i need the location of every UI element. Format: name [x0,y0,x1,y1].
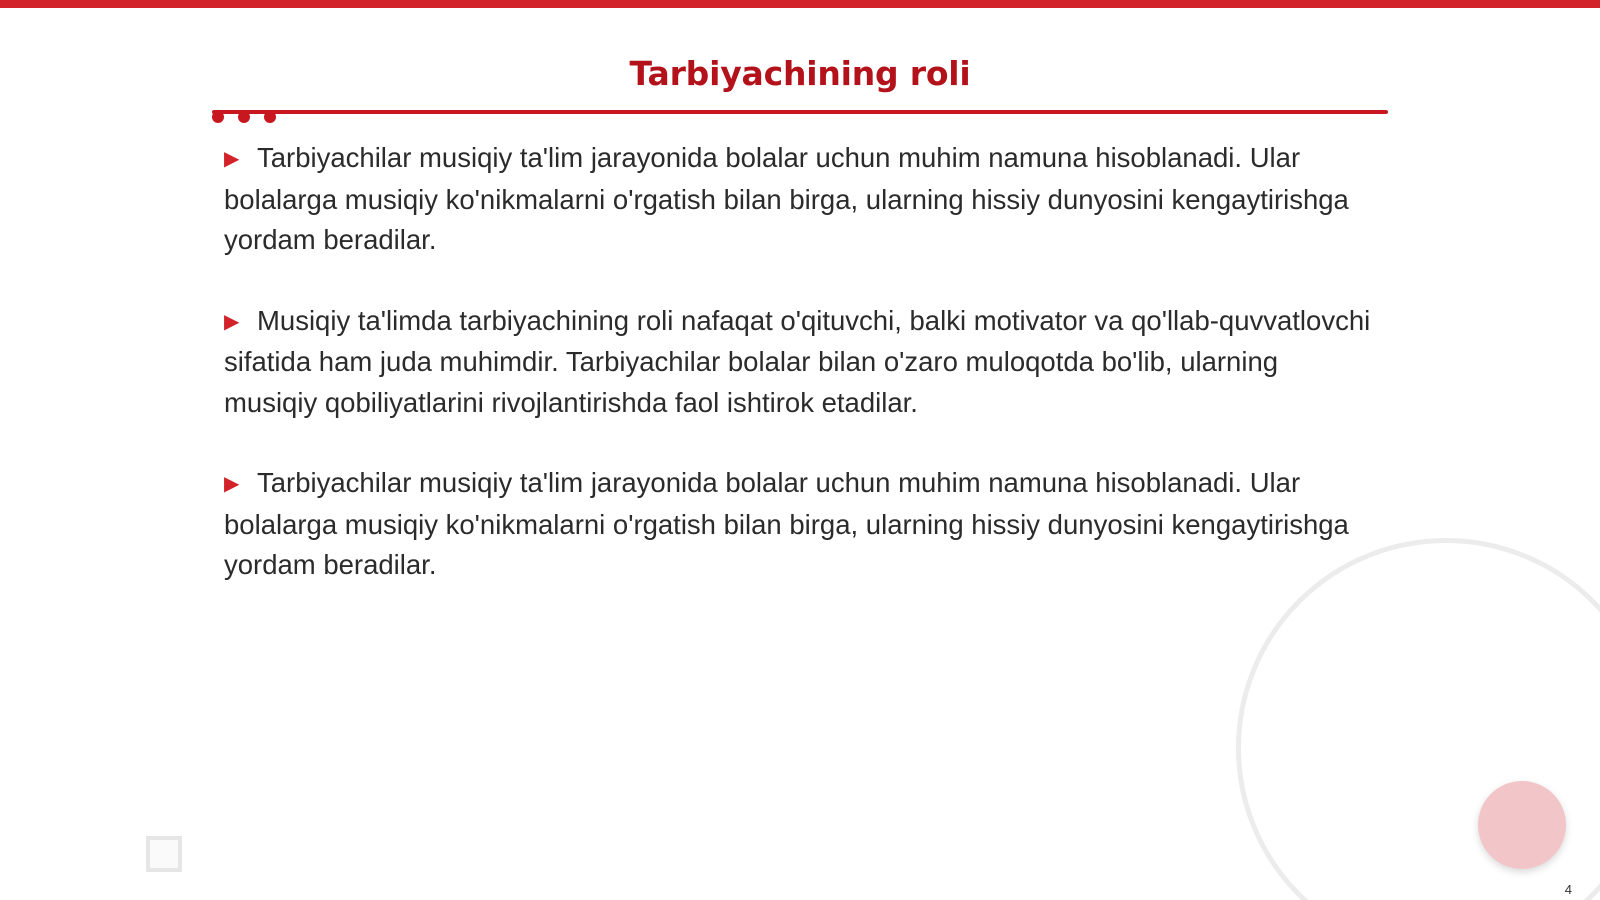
page-number: 4 [1564,882,1572,897]
decorative-dot [264,111,276,123]
decorative-circle [1478,781,1566,869]
top-accent-bar [0,0,1600,8]
triangle-right-icon: ▶ [224,310,240,333]
paragraph-text: Musiqiy ta'limda tarbiyachining roli nafaqat o'qituvchi, balki motivator va qo'llab-quvvatlovchi sifatida ham juda muhimdir. Tarbiyachilar bolalar bilan o'zaro muloqotda bo'lib, ularning musiqiy qobiliyatlarini rivojlantirishda faol ishtirok etadilar. [224,304,1371,418]
bullet-paragraph [224,138,1374,261]
bullet-paragraph [224,301,1374,424]
bullet-paragraph [224,463,1374,586]
paragraph-text: Tarbiyachilar musiqiy ta'lim jarayonida bolalar uchun muhim namuna hisoblanadi. Ular bolalarga musiqiy ko'nikmalarni o'rgatish bilan birga, ularning hissiy dunyosini kengaytirishga yordam beradilar. [224,467,1349,580]
slide-title: Tarbiyachining roli [629,54,971,93]
decorative-dot [238,111,250,123]
decorative-square [146,836,182,872]
decorative-dot [212,111,224,123]
title-underline [212,110,1388,114]
triangle-right-icon: ▶ [224,148,240,170]
triangle-right-icon: ▶ [224,473,240,495]
paragraph-text: Tarbiyachilar musiqiy ta'lim jarayonida bolalar uchun muhim namuna hisoblanadi. Ular bolalarga musiqiy ko'nikmalarni o'rgatish bilan birga, ularning hissiy dunyosini kengaytirishga yordam beradilar. [224,142,1349,255]
slide-body [224,138,1374,626]
